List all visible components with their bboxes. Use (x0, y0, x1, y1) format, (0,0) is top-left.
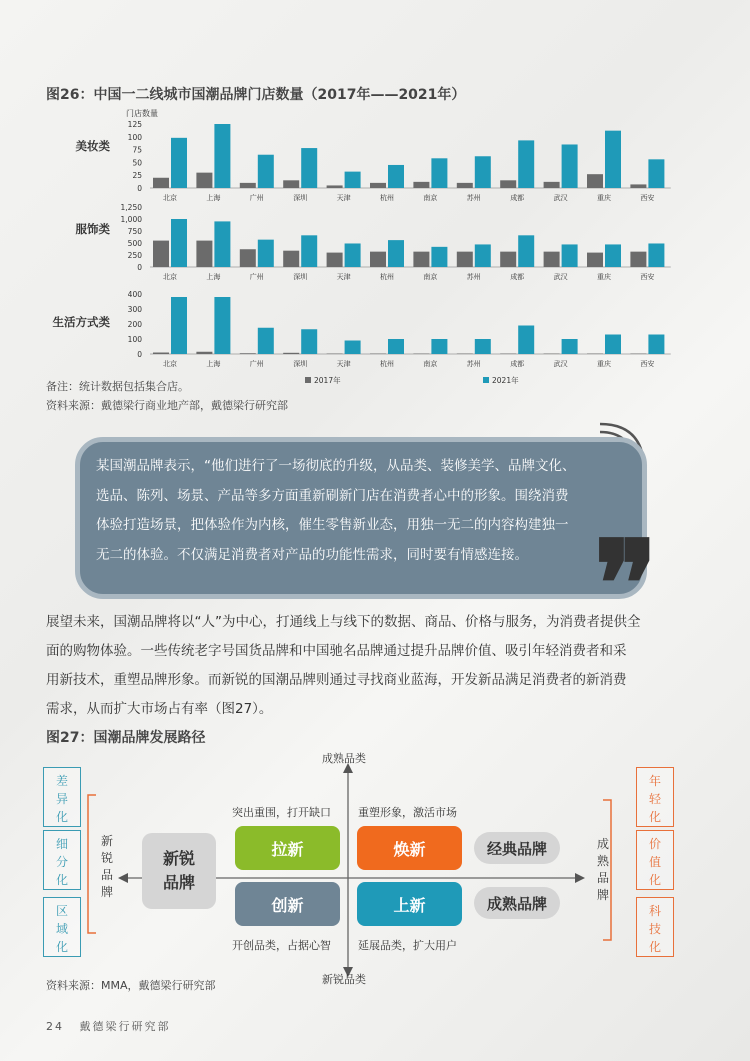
box-char: 域 (55, 922, 68, 936)
bar-2021 (345, 172, 361, 188)
x-tick-label: 北京 (163, 273, 177, 281)
bar-2017 (370, 252, 386, 267)
bar-2017 (283, 353, 299, 354)
y-tick-label: 250 (127, 251, 142, 260)
axis-left-char: 锐 (100, 851, 113, 865)
x-tick-label: 成都 (510, 273, 525, 281)
bar-2017 (283, 251, 299, 267)
axis-right-label (596, 836, 610, 904)
box-char: 化 (648, 873, 661, 887)
quadrant-refresh: 焕新 (357, 826, 462, 870)
legend-swatch-2017 (305, 377, 311, 383)
box-char: 价 (648, 837, 661, 851)
x-tick-label: 广州 (249, 360, 264, 368)
axis-top-label: 成熟品类 (322, 752, 366, 765)
footer-org: 戴德梁行研究部 (79, 1020, 171, 1033)
x-tick-label: 深圳 (293, 194, 308, 202)
bar-2021 (388, 339, 404, 354)
y-tick-label: 50 (132, 158, 142, 168)
quote-text (96, 452, 621, 570)
x-tick-label: 上海 (206, 360, 221, 368)
bar-2017 (457, 183, 473, 188)
bar-2017 (196, 352, 212, 354)
quadrant-launch-new: 上新 (357, 882, 462, 926)
box-char: 异 (55, 792, 68, 806)
bar-2017 (240, 249, 256, 267)
caption-top-left: 突出重围，打开缺口 (232, 806, 331, 819)
chart-source: 资料来源：戴德梁行商业地产部，戴德梁行研究部 (46, 399, 288, 412)
bar-2017 (196, 241, 212, 267)
x-tick-label: 深圳 (293, 273, 308, 281)
box-char: 科 (648, 904, 661, 918)
axis-arrow-icon (575, 873, 585, 883)
bar-2021 (258, 240, 274, 267)
quadrant-innovate: 创新 (235, 882, 340, 926)
x-tick-label: 成都 (510, 194, 525, 202)
bar-2021 (388, 165, 404, 188)
caption-bottom-left: 开创品类，占据心智 (232, 939, 331, 952)
bar-2021 (431, 339, 447, 354)
y-tick-label: 100 (127, 335, 142, 344)
bar-2017 (500, 180, 516, 188)
x-tick-label: 重庆 (597, 194, 611, 202)
x-tick-label: 广州 (249, 273, 264, 281)
figure-26-title: 图26：中国一二线城市国潮品牌门店数量（2017年——2021年） (46, 87, 466, 103)
box-char: 区 (55, 904, 68, 918)
bar-2017 (587, 174, 603, 188)
left-box-regionalization (43, 897, 81, 957)
bar-2021 (648, 335, 664, 355)
axis-left-char: 牌 (100, 885, 113, 899)
figure-27-title: 图27：国潮品牌发展路径 (46, 730, 206, 746)
figure-27-source: 资料来源：MMA，戴德梁行研究部 (46, 979, 216, 992)
category-title: 美妆类 (75, 139, 110, 153)
y-axis-unit-label: 门店数量 (126, 109, 158, 118)
bar-2017 (327, 185, 343, 188)
x-tick-label: 南京 (423, 194, 438, 202)
quote-line: 某国潮品牌表示，“他们进行了一场彻底的升级，从品类、装修美学、品牌文化、 (96, 458, 576, 474)
bar-2021 (605, 244, 621, 267)
x-tick-label: 天津 (336, 273, 351, 281)
x-tick-label: 苏州 (466, 360, 481, 368)
store-count-chart (40, 106, 700, 388)
box-char: 化 (55, 873, 68, 887)
bar-2017 (153, 353, 169, 355)
caption-bottom-right: 延展品类，扩大用户 (358, 939, 457, 952)
box-char: 值 (648, 855, 661, 869)
axis-right-char: 牌 (596, 888, 609, 902)
bar-2017 (153, 241, 169, 267)
bar-2017 (413, 182, 429, 188)
x-tick-label: 南京 (423, 273, 438, 281)
bar-2017 (544, 252, 560, 267)
page-number: 24 (46, 1020, 64, 1033)
legend-swatch-2021 (483, 377, 489, 383)
x-tick-label: 北京 (163, 360, 177, 368)
bar-2017 (196, 173, 212, 188)
bar-2021 (648, 243, 664, 267)
bar-2021 (258, 155, 274, 188)
y-tick-label: 125 (127, 120, 142, 129)
bar-2021 (301, 235, 317, 267)
legend-label-2021: 2021年 (492, 376, 519, 385)
bar-2021 (214, 124, 230, 188)
x-tick-label: 武汉 (553, 273, 568, 281)
quote-line: 体验打造场景，把体验作为内核，催生零售新业态，用独一无二的内容构建独一 (96, 517, 569, 533)
x-tick-label: 上海 (206, 194, 221, 202)
axis-right-char: 成 (596, 837, 609, 851)
body-line: 需求，从而扩大市场占有率（图27）。 (46, 701, 273, 717)
box-char: 技 (648, 922, 661, 936)
left-box-segmentation (43, 830, 81, 890)
bar-2017 (370, 183, 386, 188)
axis-arrow-icon (118, 873, 128, 883)
bar-2021 (171, 219, 187, 267)
x-tick-label: 天津 (336, 194, 351, 202)
x-tick-label: 武汉 (553, 360, 568, 368)
bar-2017 (544, 182, 560, 188)
bar-2017 (500, 252, 516, 267)
box-char: 轻 (648, 792, 661, 806)
y-tick-label: 1,000 (120, 215, 142, 224)
bar-2021 (518, 326, 534, 355)
axis-left-label (100, 833, 114, 901)
bar-2021 (301, 329, 317, 354)
quote-mark-icon: ❞ (594, 514, 658, 653)
bar-2017 (457, 252, 473, 267)
body-paragraph (46, 608, 706, 724)
y-tick-label: 0 (137, 184, 142, 193)
bar-2021 (345, 243, 361, 267)
bar-2021 (475, 156, 491, 188)
bar-2021 (648, 159, 664, 188)
bar-2021 (301, 148, 317, 188)
left-box-differentiation (43, 767, 81, 827)
box-char: 分 (55, 855, 68, 869)
bar-2017 (630, 252, 646, 267)
axis-left-char: 品 (100, 868, 113, 882)
y-tick-label: 500 (127, 239, 142, 248)
x-tick-label: 上海 (206, 273, 221, 281)
x-tick-label: 杭州 (380, 273, 394, 281)
x-tick-label: 重庆 (597, 273, 611, 281)
bar-2021 (171, 138, 187, 188)
new-brand-box (142, 833, 216, 909)
x-tick-label: 西安 (640, 194, 655, 202)
bar-2021 (171, 297, 187, 354)
body-line: 展望未来，国潮品牌将以“人”为中心，打通线上与线下的数据、商品、价格与服务，为消费者提供全 (46, 614, 641, 630)
bar-2021 (258, 328, 274, 354)
bar-2021 (605, 335, 621, 355)
bar-2017 (153, 178, 169, 188)
bar-2017 (327, 253, 343, 267)
category-title: 服饰类 (75, 222, 110, 236)
bar-2021 (518, 235, 534, 267)
left-bracket (88, 795, 96, 933)
quadrant-pull-new: 拉新 (235, 826, 340, 870)
y-tick-label: 750 (127, 227, 142, 236)
x-tick-label: 重庆 (597, 360, 611, 368)
x-tick-label: 苏州 (466, 194, 481, 202)
bar-2021 (431, 158, 447, 188)
x-tick-label: 苏州 (466, 273, 481, 281)
legend-label-2017: 2017年 (314, 376, 341, 385)
bar-2021 (605, 131, 621, 188)
new-brand-line: 新锐 (162, 849, 195, 868)
y-tick-label: 300 (127, 305, 142, 314)
classic-brand-pill: 经典品牌 (474, 832, 560, 864)
body-line: 用新技术，重塑品牌形象。而新锐的国潮品牌则通过寻找商业蓝海，开发新品满足消费者的新消费 (46, 672, 627, 688)
x-tick-label: 杭州 (380, 194, 394, 202)
quote-line: 选品、陈列、场景、产品等多方面重新刷新门店在消费者心中的形象。围绕消费 (96, 487, 569, 504)
x-tick-label: 深圳 (293, 360, 308, 368)
bar-2021 (475, 244, 491, 267)
bar-2017 (240, 183, 256, 188)
axis-right-char: 熟 (596, 854, 609, 868)
bar-2017 (413, 252, 429, 267)
page-footer (46, 1018, 171, 1034)
bar-2021 (388, 240, 404, 267)
bar-2021 (214, 297, 230, 354)
quote-line: 无二的体验。不仅满足消费者对产品的功能性需求，同时要有情感连接。 (96, 546, 528, 563)
axis-bottom-label: 新锐品类 (322, 973, 366, 986)
x-tick-label: 成都 (510, 360, 525, 368)
box-char: 细 (55, 837, 68, 851)
new-brand-line: 品牌 (162, 873, 195, 892)
bar-2021 (475, 339, 491, 354)
x-tick-label: 西安 (640, 273, 655, 281)
y-tick-label: 25 (132, 171, 142, 181)
category-title: 生活方式类 (52, 315, 110, 329)
box-char: 年 (648, 774, 661, 788)
chart-remark: 备注：统计数据包括集合店。 (46, 380, 189, 393)
bar-2021 (518, 140, 534, 188)
x-tick-label: 北京 (163, 194, 177, 202)
box-char: 化 (55, 810, 68, 824)
y-tick-label: 200 (127, 320, 142, 329)
bar-2017 (240, 353, 256, 354)
y-tick-label: 100 (127, 132, 142, 142)
bar-2017 (630, 184, 646, 188)
mature-brand-pill: 成熟品牌 (474, 887, 560, 919)
bar-2017 (587, 253, 603, 267)
y-tick-label: 0 (137, 263, 142, 272)
bar-2021 (214, 221, 230, 267)
right-box-value (636, 830, 674, 890)
x-tick-label: 天津 (336, 360, 351, 368)
x-tick-label: 武汉 (553, 194, 568, 202)
x-tick-label: 广州 (249, 194, 264, 202)
x-tick-label: 杭州 (380, 360, 394, 368)
box-char: 化 (648, 940, 661, 954)
bar-2021 (562, 244, 578, 267)
bar-2021 (431, 247, 447, 267)
y-tick-label: 75 (132, 145, 142, 155)
right-box-youthful (636, 767, 674, 827)
bar-2021 (562, 339, 578, 354)
body-line: 面的购物体验。一些传统老字号国货品牌和中国驰名品牌通过提升品牌价值、吸引年轻消费者和采 (46, 643, 627, 659)
right-box-technology (636, 897, 674, 957)
x-tick-label: 南京 (423, 360, 438, 368)
caption-top-right: 重塑形象，激活市场 (358, 806, 457, 819)
box-char: 差 (55, 774, 68, 788)
y-tick-label: 1,250 (120, 203, 142, 212)
box-char: 化 (55, 940, 68, 954)
y-tick-label: 0 (137, 350, 142, 359)
y-tick-label: 400 (127, 290, 142, 299)
x-tick-label: 西安 (640, 360, 655, 368)
bar-2017 (283, 180, 299, 188)
bar-2021 (345, 341, 361, 355)
box-char: 化 (648, 810, 661, 824)
axis-left-char: 新 (100, 834, 113, 848)
bar-2021 (562, 144, 578, 188)
axis-right-char: 品 (596, 871, 609, 885)
